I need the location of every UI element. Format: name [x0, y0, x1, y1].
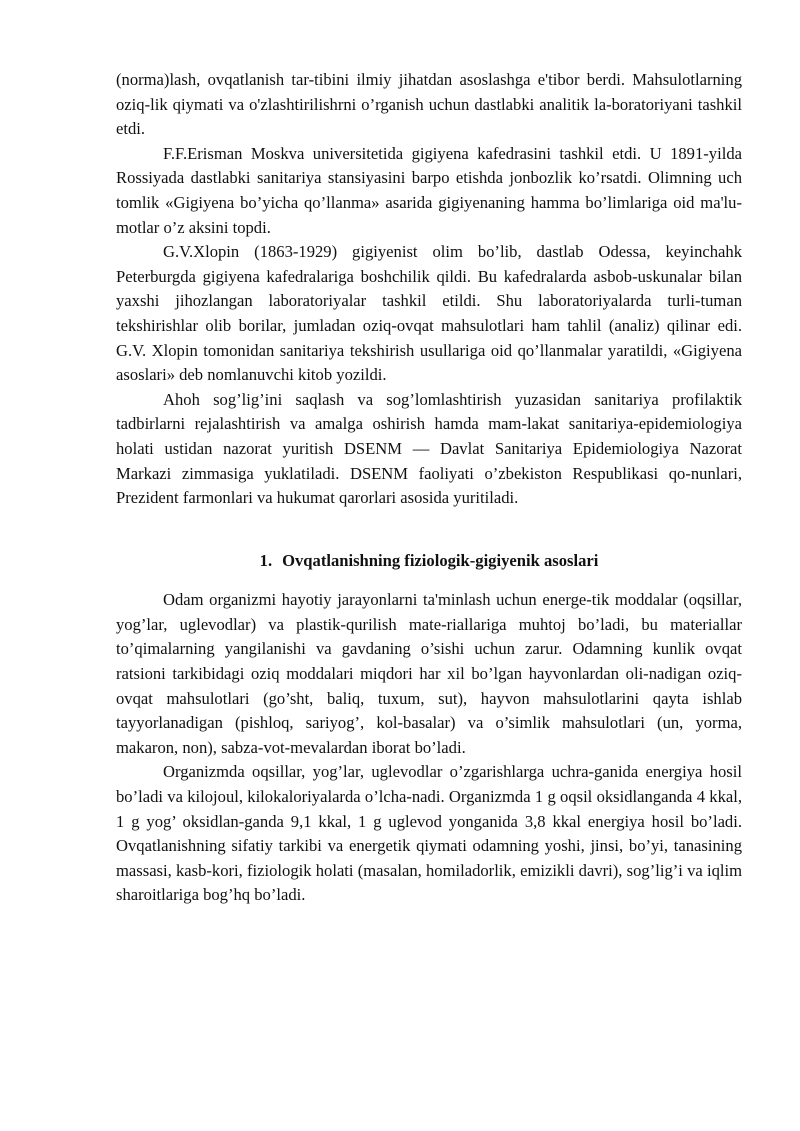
document-page: [116, 68, 742, 908]
section-title: Ovqatlanishning fiziologik-gigiyenik asoslari: [282, 550, 599, 570]
paragraph-energy-values: Organizmda oqsillar, yog’lar, uglevodlar o’zgarishlarga uchra-ganida energiya hosil bo’ladi va kilojoul, kilokaloriyalarda o’lcha-nadi. Organizmda 1 g oqsil oksidlanganda 4 kkal, 1 g yog’ oksidlan-ganda 9,1 kkal, 1 g uglevod yonganida 3,8 kkal energiya hosil bo’ladi. Ovqatlanishning sifatiy tarkibi va energetik qiymati odamning yoshi, jinsi, bo’yi, tanasining massasi, kasb-kori, fiziologik holati (masalan, homiladorlik, emizikli davri), sog’lig’i va iqlim sharoitlariga bog’hq bo’ladi.: [116, 762, 742, 905]
section-number: 1.: [259, 550, 273, 570]
paragraph-erisman: F.F.Erisman Moskva universitetida gigiyena kafedrasini tashkil etdi. U 1891-yilda Rossiyada dastlabki sanitariya stansiyasini barpo etishda jonbozlik ko’rsatdi. Olimning uch tomlik «Gigiyena bo’yicha qo’llanma» asarida gigiyenaning hamma bo’limlariga oid ma'lu-motlar o’z aksini topdi.: [116, 143, 742, 237]
paragraph-xlopin: G.V.Xlopin (1863-1929) gigiyenist olim bo’lib, dastlab Odessa, keyinchahk Peterburgda gigiyena kafedralariga boshchilik qildi. Bu kafedralarda asbob-uskunalar bilan yaxshi jihozlangan laboratoriyalar tashkil etildi. Shu laboratoriyalarda turli-tuman tekshirishlar olib borilar, jumladan oziq-ovqat mahsulotlari ham tahlil (analiz) qilinar edi. G.V. Xlopin tomonidan sanitariya tekshirish usullariga oid qo’llanmalar yaratildi, «Gigiyena asoslari» deb nomlanuvchi kitob yozildi.: [116, 242, 742, 385]
paragraph-continuation: (norma)lash, ovqatlanish tar-tibini ilmiy jihatdan asoslashga e'tibor berdi. Mahsulotlarning oziq-lik qiymati va o'zlashtirilishrni o’rganish uchun dastlabki analitik la-boratoriyani tashkil etdi.: [116, 70, 742, 139]
paragraph-organism-needs: Odam organizmi hayotiy jarayonlarni ta'minlash uchun energe-tik moddalar (oqsillar, yog’lar, uglevodlar) va plastik-qurilish mate-riallariga muhtoj bo’ladi, bu materiallar to’qimalarning yangilanishi va gavdaning o’sishi uchun zarur. Odamning kunlik ovqat ratsioni tarkibidagi oziq moddalari miqdori har xil bo’lgan hayvonlardan oli-nadigan oziq-ovqat mahsulotlari (go’sht, baliq, tuxum, sut), hayvon mahsulotlarini qayta ishlab tayyorlanadigan (pishloq, sariyog’, kol-basalar) va o’simlik mahsulotlari (un, yorma, makaron, non), sabza-vot-mevalardan iborat bo’ladi.: [116, 590, 742, 757]
paragraph-dsenm: Ahoh sog’lig’ini saqlash va sog’lomlashtirish yuzasidan sanitariya profilaktik tadbirlarni rejalashtirish va amalga oshirish hamda mam-lakat sanitariya-epidemiologiya holati ustidan nazorat yuritish DSENM — Davlat Sanitariya Epidemiologiya Nazorat Markazi zimmasiga yuklatiladi. DSENM faoliyati o’zbekiston Respublikasi qo-nunlari, Prezident farmonlari va hukumat qarorlari asosida yuritiladi.: [116, 389, 742, 508]
section-heading: [116, 549, 742, 574]
